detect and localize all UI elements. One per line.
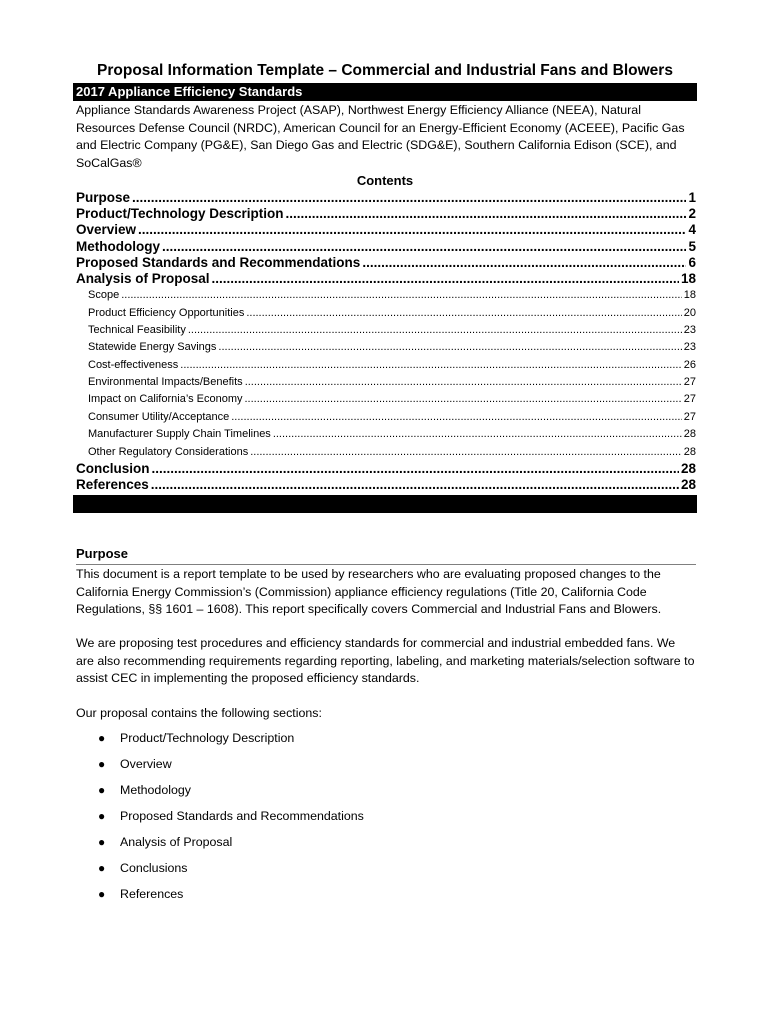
toc-entry-page: 4 — [688, 222, 696, 238]
toc-entry-label: Conclusion — [76, 461, 150, 477]
toc-subentry-page: 27 — [683, 376, 696, 389]
toc-entry-page: 6 — [688, 254, 696, 270]
list-item — [76, 756, 696, 782]
toc-subentry-label: Scope — [88, 289, 120, 302]
toc-entry-page: 28 — [680, 461, 696, 477]
list-item — [76, 808, 696, 834]
toc-entry-label: References — [76, 477, 149, 493]
toc-entry-label: Product/Technology Description — [76, 206, 284, 222]
toc-entry-page: 5 — [688, 238, 696, 254]
list-item — [76, 886, 696, 912]
bullet-icon: ● — [98, 887, 106, 901]
contents-heading: Contents — [356, 173, 414, 188]
toc-subentry-statewide-energy-savings[interactable] — [76, 339, 696, 356]
toc-subentry-label: Technical Feasibility — [88, 323, 186, 336]
toc-entry-conclusion[interactable] — [76, 461, 696, 477]
toc-entry-proposed-standards[interactable] — [76, 255, 696, 271]
toc-subentry-page: 18 — [683, 289, 696, 302]
toc-entry-label: Overview — [76, 222, 137, 238]
toc-entry-label: Analysis of Proposal — [76, 270, 210, 286]
list-item — [76, 782, 696, 808]
toc-subentry-page: 26 — [683, 358, 696, 371]
toc-subentry-page: 20 — [683, 306, 696, 319]
list-item-text: Product/Technology Description — [120, 731, 295, 745]
list-item-text: Proposed Standards and Recommendations — [120, 809, 364, 823]
purpose-paragraph-2: We are proposing test procedures and efficiency standards for commercial and industrial embedded fans. We are also recommending requirements regarding reporting, labeling, and marketing materials/selection software to assist CEC in implementing the proposed efficiency standards. — [76, 636, 695, 685]
toc-entry-page: 28 — [680, 477, 696, 493]
document-title: Proposal Information Template – Commercial and Industrial Fans and Blowers — [97, 62, 673, 79]
list-item-text: References — [120, 887, 184, 901]
list-item-text: Conclusions — [120, 861, 188, 875]
list-item — [76, 730, 696, 756]
toc-subentry-product-efficiency[interactable] — [76, 305, 696, 322]
toc-entry-page: 1 — [688, 190, 696, 205]
toc-subentry-technical-feasibility[interactable] — [76, 322, 696, 339]
toc-subentry-scope[interactable] — [76, 287, 696, 304]
toc-subentry-page: 27 — [683, 393, 696, 406]
list-item — [76, 834, 696, 860]
toc-subentry-page: 23 — [683, 341, 696, 354]
toc-entry-product-technology-description[interactable] — [76, 206, 696, 222]
toc-subentry-environmental-impacts[interactable] — [76, 374, 696, 391]
toc-subentry-page: 28 — [683, 428, 696, 441]
toc-entry-methodology[interactable] — [76, 239, 696, 255]
toc-subentry-label: Manufacturer Supply Chain Timelines — [88, 428, 271, 441]
toc-entry-label: Methodology — [76, 238, 160, 254]
separator-band — [73, 495, 697, 513]
toc-subentry-label: Cost-effectiveness — [88, 358, 179, 371]
purpose-heading: Purpose — [76, 545, 696, 565]
toc-subentry-page: 23 — [683, 323, 696, 336]
toc-subentry-consumer-utility[interactable] — [76, 409, 696, 426]
purpose-paragraph-3: Our proposal contains the following sections: — [76, 706, 322, 720]
bullet-icon: ● — [98, 861, 106, 875]
toc-subentry-label: Environmental Impacts/Benefits — [88, 376, 243, 389]
toc-subentry-page: 27 — [683, 410, 696, 423]
purpose-paragraph-1: This document is a report template to be used by researchers who are evaluating proposed changes to the California Energy Commission’s (Commission) appliance efficiency regulations (Title 20, California Code Regulations, §§ 1601 – 1608). This report specifically covers Commercial and Industrial Fans and Blowers. — [76, 567, 662, 616]
toc-entry-page: 2 — [688, 206, 696, 222]
list-item-text: Analysis of Proposal — [120, 835, 233, 849]
list-item — [76, 860, 696, 886]
bullet-icon: ● — [98, 809, 106, 823]
toc-subentry-label: Consumer Utility/Acceptance — [88, 410, 230, 423]
toc-subentry-page: 28 — [683, 445, 696, 458]
toc-entry-page: 18 — [680, 270, 696, 286]
toc-entry-label: Purpose — [76, 190, 131, 205]
toc-subentry-label: Statewide Energy Savings — [88, 341, 217, 354]
list-item-text: Methodology — [120, 783, 191, 797]
toc-subentry-supply-chain[interactable] — [76, 426, 696, 443]
list-item-text: Overview — [120, 757, 172, 771]
toc-entry-analysis-of-proposal[interactable] — [76, 271, 696, 287]
toc-subentry-cost-effectiveness[interactable] — [76, 357, 696, 374]
toc-subentry-label: Other Regulatory Considerations — [88, 445, 249, 458]
toc-entry-references[interactable] — [76, 477, 696, 493]
toc-subentry-impact-on-economy[interactable] — [76, 391, 696, 408]
toc-subentry-regulatory-considerations[interactable] — [76, 444, 696, 461]
bullet-icon: ● — [98, 783, 106, 797]
toc-subentry-label: Product Efficiency Opportunities — [88, 306, 245, 319]
authors-paragraph: Appliance Standards Awareness Project (ASAP), Northwest Energy Efficiency Alliance (NEEA), Natural Resources Defense Council (NRDC), American Council for an Energy-Efficient Economy (ACEEE), Pacific Gas and Electric Company (PG&E), San Diego Gas and Electric (SDG&E), Southern California Edison (SCE), and SoCalGas® — [76, 103, 685, 170]
bullet-icon: ● — [98, 835, 106, 849]
sections-list — [76, 730, 696, 912]
bullet-icon: ● — [98, 757, 106, 771]
table-of-contents — [76, 190, 696, 493]
toc-subentry-label: Impact on California’s Economy — [88, 393, 243, 406]
bullet-icon: ● — [98, 731, 106, 745]
toc-entry-purpose[interactable] — [76, 190, 696, 206]
toc-entry-overview[interactable] — [76, 222, 696, 238]
toc-entry-label: Proposed Standards and Recommendations — [76, 254, 361, 270]
standards-banner: 2017 Appliance Efficiency Standards — [73, 83, 697, 101]
